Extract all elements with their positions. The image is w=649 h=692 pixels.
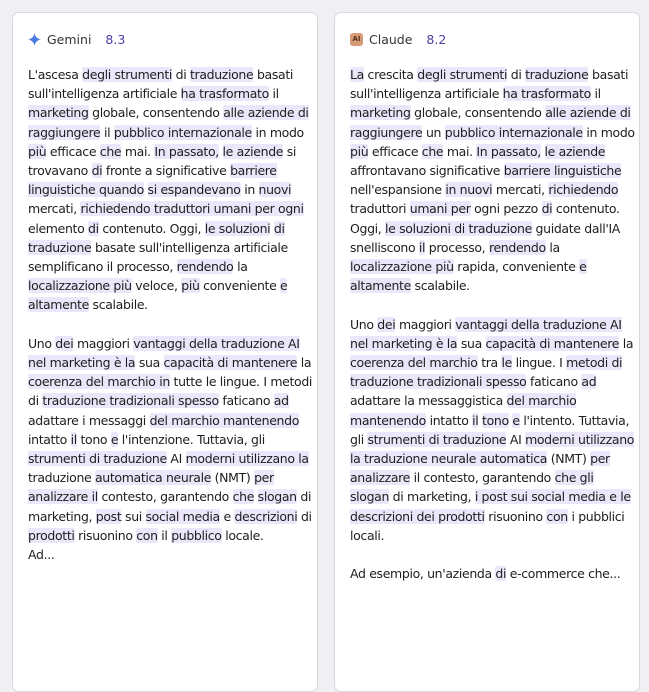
highlight-span: le aziende	[222, 143, 284, 159]
highlight-span: le soluzioni di traduzione	[385, 220, 532, 236]
highlight-span: alle aziende di raggiungere	[28, 105, 309, 140]
highlight-span: del marchio mantenendo	[350, 393, 577, 428]
card-header	[28, 30, 302, 48]
paragraph: Uno dei maggiori vantaggi della traduzione AI nel marketing è la sua capacità di mantenere la coerenza del marchio in tutte le lingue. I metodi di traduzione tradizionali spesso faticano ad adattare i messaggi del marchio mantenendo intatto il tono e l'intenzione. Tuttavia, gli strumenti di traduzione AI moderni utilizzano la traduzione automatica neurale (NMT) per analizzare il contesto, garantendo che slogan di marketing, post sui social media e descrizioni di prodotti risuonino con il pubblico locale. Ad...	[28, 335, 313, 563]
highlight-span: barriere linguistiche	[503, 163, 622, 179]
highlight-span: di	[91, 163, 103, 179]
highlight-span: moderni utilizzano la traduzione neurale automatica	[350, 431, 635, 467]
response-text	[350, 65, 635, 603]
highlight-span: che gli slogan	[350, 470, 594, 505]
highlight-span: marketing	[350, 105, 411, 121]
highlight-span: il	[472, 412, 479, 428]
highlight-span: alle aziende di raggiungere	[350, 105, 631, 140]
highlight-span: rendendo	[488, 239, 546, 255]
highlight-span: coerenza del marchio	[350, 355, 478, 371]
highlight-span: del marchio mantenendo	[149, 412, 299, 428]
highlight-span: di	[541, 201, 553, 217]
highlight-span: altamente	[350, 278, 411, 294]
highlight-span: si espandevano	[147, 182, 241, 198]
highlight-span: dei	[55, 335, 74, 351]
highlight-span: umani per	[409, 201, 471, 217]
highlight-span: In passato,	[154, 143, 219, 159]
highlight-span: in nuovi	[445, 182, 493, 198]
highlight-span: e	[579, 259, 587, 275]
highlight-span: In passato,	[476, 143, 541, 159]
highlight-span: localizzazione più	[28, 278, 132, 294]
highlight-span: di	[88, 220, 99, 236]
highlight-span: moderni utilizzano la	[185, 451, 309, 467]
highlight-span: marketing	[28, 105, 89, 121]
model-score: 8.3	[105, 31, 126, 47]
response-text	[28, 65, 313, 583]
highlight-span: slogan	[257, 489, 297, 505]
highlight-span: pubblico internazionale	[113, 124, 252, 140]
paragraph: Uno dei maggiori vantaggi della traduzione AI nel marketing è la sua capacità di mantenere la coerenza del marchio tra le lingue. I metodi di traduzione tradizionali spesso faticano ad adattare la messaggistica del marchio mantenendo intatto il tono e l'intento. Tuttavia, gli strumenti di traduzione AI moderni utilizzano la traduzione neurale automatica (NMT) per analizzare il contesto, garantendo che gli slogan di marketing, i post sui social media e le descrizioni dei prodotti risuonino con i pubblici locali.	[350, 316, 635, 543]
highlight-span: le aziende	[544, 143, 606, 159]
highlight-span: che	[232, 489, 255, 505]
highlight-span: strumenti di traduzione	[28, 451, 167, 467]
highlight-span: ad	[273, 393, 289, 409]
highlight-span: tono	[482, 412, 509, 428]
highlight-span: il	[70, 431, 77, 447]
paragraph: Ad esempio, un'azienda di e-commerce che...	[350, 566, 621, 582]
highlight-span: strumenti di traduzione	[367, 431, 507, 447]
highlight-span: i post sui social media e le descrizioni dei prodotti	[350, 489, 631, 524]
highlight-span: le soluzioni	[204, 220, 271, 236]
highlight-span: metodi di traduzione tradizionali spesso	[350, 355, 623, 390]
highlight-span: barriere linguistiche quando	[28, 163, 277, 198]
highlight-span: capacità di mantenere	[163, 355, 298, 371]
model-name: Gemini	[47, 31, 92, 47]
highlight-span: degli strumenti	[417, 67, 508, 82]
highlight-span: traduzione	[525, 67, 589, 82]
highlight-span: traduzione	[189, 67, 254, 82]
highlight-span: vantaggi della traduzione AI nel marketing è la	[350, 316, 622, 351]
highlight-span: traduzione tradizionali spesso	[42, 393, 219, 409]
highlight-span: La	[350, 67, 364, 82]
highlight-span: di traduzione	[28, 220, 285, 255]
highlight-span: coerenza del marchio in	[28, 374, 170, 390]
highlight-span: nuovi	[258, 182, 292, 198]
highlight-span: descrizioni	[234, 508, 298, 524]
highlight-span: ha trasformato	[180, 86, 269, 102]
highlight-span: altamente	[28, 297, 89, 313]
highlight-span: pubblico internazionale	[444, 124, 583, 140]
highlight-span: più	[350, 143, 369, 159]
highlight-span: con	[136, 527, 158, 543]
highlight-span: di	[495, 566, 507, 582]
highlight-span: degli strumenti	[82, 67, 173, 82]
highlight-span: e	[512, 412, 520, 428]
highlight-span: e	[110, 431, 119, 447]
highlight-span: automatica neurale	[94, 470, 212, 486]
highlight-span: richiedendo	[548, 182, 619, 198]
highlight-span: che	[421, 143, 444, 159]
gemini-sparkle-icon	[28, 33, 41, 46]
highlight-span: capacità di mantenere	[485, 335, 620, 351]
highlight-span: richiedendo traduttori umani per ogni	[80, 201, 304, 217]
highlight-span: social media	[145, 508, 220, 524]
highlight-span: localizzazione più	[350, 259, 454, 275]
response-card-claude	[334, 12, 640, 692]
highlight-span: più	[28, 143, 47, 159]
paragraph: L'ascesa degli strumenti di traduzione basati sull'intelligenza artificiale ha trasformato il marketing globale, consentendo alle aziende di raggiungere il pubblico internazionale in modo più efficace che mai. In passato, le aziende si trovavano di fronte a significative barriere linguistiche quando si espandevano in nuovi mercati, richiedendo traduttori umani per ogni elemento di contenuto. Oggi, le soluzioni di traduzione basate sull'intelligenza artificiale semplificano il processo, rendendo la localizzazione più veloce, più conveniente e altamente scalabile.	[28, 67, 309, 313]
model-name: Claude	[369, 31, 413, 47]
highlight-span: il	[418, 239, 426, 255]
highlight-span: pubblico	[171, 527, 222, 543]
highlight-span: dei	[377, 316, 396, 332]
highlight-span: per analizzare	[350, 451, 610, 486]
highlight-span: con	[546, 508, 568, 524]
highlight-span: più	[181, 278, 200, 294]
highlight-span: ad	[581, 374, 597, 390]
highlight-span: per analizzare il	[28, 470, 274, 505]
highlight-span: prodotti	[28, 527, 75, 543]
claude-ai-icon: AI	[350, 33, 363, 46]
highlight-span: ha trasformato	[502, 86, 591, 102]
response-card-gemini	[12, 12, 318, 692]
model-score: 8.2	[426, 31, 447, 47]
highlight-span: che	[99, 143, 122, 159]
card-header	[350, 30, 624, 48]
highlight-span: le	[501, 355, 512, 371]
paragraph: La crescita degli strumenti di traduzione basati sull'intelligenza artificiale ha trasformato il marketing globale, consentendo alle aziende di raggiungere un pubblico internazionale in modo più efficace che mai. In passato, le aziende affrontavano significative barriere linguistiche nell'espansione in nuovi mercati, richiedendo traduttori umani per ogni pezzo di contenuto. Oggi, le soluzioni di traduzione guidate dall'IA snelliscono il processo, rendendo la localizzazione più rapida, conveniente e altamente scalabile.	[350, 67, 635, 294]
highlight-span: post	[95, 508, 122, 524]
highlight-span: vantaggi della traduzione AI nel marketing è la	[28, 335, 300, 371]
highlight-span: rendendo	[176, 259, 234, 275]
highlight-span: e	[280, 278, 288, 294]
